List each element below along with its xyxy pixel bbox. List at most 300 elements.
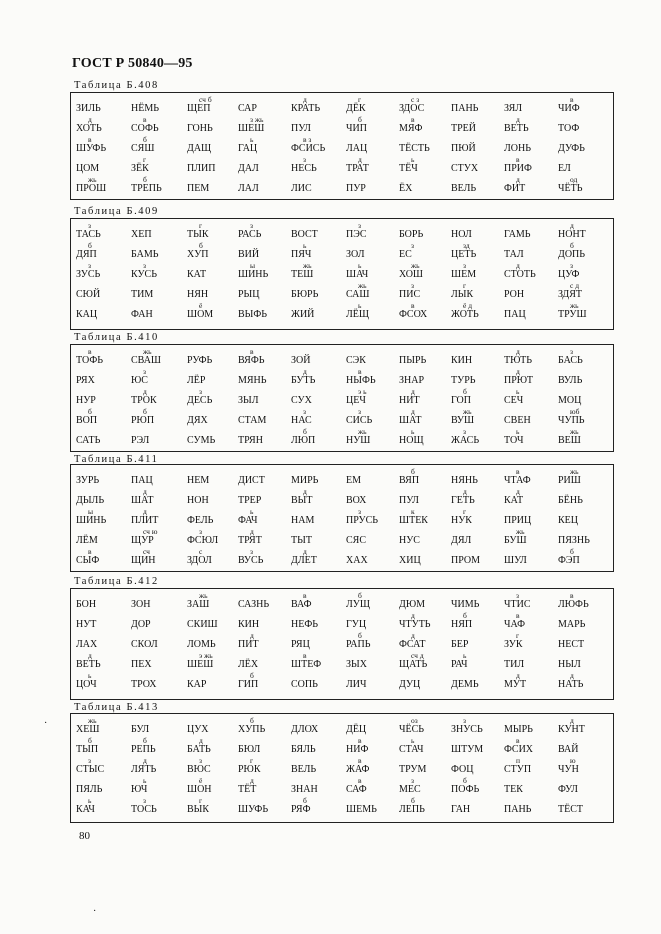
syllable-word: ВЕЛЬ: [451, 183, 477, 194]
substitution-mark: з: [143, 261, 146, 270]
table-cell: [238, 612, 292, 631]
syllable-word: ГАН: [451, 804, 471, 815]
substitution-mark: в: [358, 367, 362, 376]
substitution-mark: з: [199, 527, 202, 536]
table-cell: [291, 302, 345, 321]
substitution-mark: сч б: [199, 95, 212, 104]
syllable-word: ФСОХ: [399, 309, 428, 320]
substitution-mark: ы: [88, 507, 94, 516]
table-cell: [187, 428, 241, 447]
syllable-word: ПИТ: [238, 639, 259, 650]
syllable-word: ЗЁК: [131, 163, 149, 174]
syllable-word: НЫФЬ: [346, 375, 376, 386]
substitution-mark: з: [516, 591, 519, 600]
table-cell: [346, 282, 400, 301]
syllable-word: СКОЛ: [131, 639, 158, 650]
table-cell: [504, 797, 558, 816]
table-cell: [131, 632, 185, 651]
substitution-mark: ь: [358, 261, 362, 270]
syllable-word: СЭК: [346, 355, 366, 366]
syllable-word: ПЭС: [346, 229, 367, 240]
syllable-word: ДУЦ: [399, 679, 421, 690]
syllable-word: ВЫК: [187, 804, 210, 815]
table-cell: [451, 592, 505, 611]
syllable-word: НУС: [399, 535, 420, 546]
table-cell: [558, 368, 612, 387]
table-cell: [131, 96, 185, 115]
substitution-mark: д: [463, 487, 467, 496]
syllable-word: ШУФЬ: [76, 143, 107, 154]
table-cell: [238, 548, 292, 567]
syllable-word: РУФЬ: [187, 355, 213, 366]
syllable-word: РЯФ: [291, 804, 311, 815]
table-cell: [451, 156, 505, 175]
syllable-word: ЦОЧ: [76, 679, 97, 690]
substitution-mark: г: [358, 95, 362, 104]
substitution-mark: жь: [463, 407, 472, 416]
syllable-word: ВЫФЬ: [238, 309, 268, 320]
syllable-word: ТЫК: [187, 229, 209, 240]
table-row: [71, 757, 613, 777]
table-cell: [187, 737, 241, 756]
table-cell: [504, 672, 558, 691]
table-cell: [131, 242, 185, 261]
substitution-mark: в: [143, 115, 147, 124]
table-cell: [558, 777, 612, 796]
table-row: [71, 222, 613, 242]
syllable-word: ФСИХ: [504, 744, 534, 755]
substitution-mark: б: [143, 736, 147, 745]
syllable-word: ЧУН: [558, 764, 579, 775]
table-cell: [346, 222, 400, 241]
table-label: Таблица Б.413: [74, 702, 159, 713]
table-cell: [131, 777, 185, 796]
table-cell: [346, 388, 400, 407]
substitution-mark: ь: [88, 796, 92, 805]
substitution-mark: з жь: [250, 115, 264, 124]
syllable-word: ЗДОС: [399, 103, 425, 114]
syllable-word: СЯС: [346, 535, 367, 546]
syllable-word: ТРЕЙ: [451, 123, 476, 134]
syllable-word: СУМЬ: [187, 435, 216, 446]
table-cell: [291, 156, 345, 175]
substitution-mark: з: [88, 221, 91, 230]
table-cell: [291, 96, 345, 115]
table-row: [71, 737, 613, 757]
table-cell: [131, 408, 185, 427]
substitution-mark: з: [358, 507, 361, 516]
syllable-word: ЛАХ: [76, 639, 98, 650]
word-table: [70, 344, 614, 452]
substitution-mark: в: [303, 591, 307, 600]
table-cell: [399, 777, 453, 796]
substitution-mark: з: [411, 776, 414, 785]
table-cell: [451, 612, 505, 631]
syllable-word: ЗУК: [504, 639, 523, 650]
syllable-word: ВУШ: [451, 415, 475, 426]
table-cell: [558, 176, 612, 195]
table-cell: [504, 116, 558, 135]
substitution-mark: г: [463, 507, 467, 516]
syllable-word: ШЕШ: [238, 123, 265, 134]
syllable-word: МЯФ: [399, 123, 423, 134]
syllable-word: ХЕШ: [76, 724, 100, 735]
substitution-mark: жь: [358, 427, 367, 436]
syllable-word: БУТЬ: [291, 375, 316, 386]
substitution-mark: з: [199, 756, 202, 765]
substitution-mark: д: [411, 611, 415, 620]
syllable-word: ТЕШ: [291, 269, 314, 280]
syllable-word: ТРЯТ: [238, 535, 262, 546]
syllable-word: МОЦ: [558, 395, 582, 406]
syllable-word: НИФ: [346, 744, 369, 755]
table-cell: [558, 488, 612, 507]
table-cell: [76, 408, 130, 427]
substitution-mark: б: [199, 241, 203, 250]
table-cell: [291, 348, 345, 367]
table-cell: [238, 592, 292, 611]
substitution-mark: в: [411, 301, 415, 310]
syllable-word: ЧТАФ: [504, 475, 531, 486]
substitution-mark: сч ю: [143, 527, 158, 536]
table-cell: [399, 348, 453, 367]
syllable-word: СВЕН: [504, 415, 531, 426]
table-cell: [238, 508, 292, 527]
table-cell: [504, 468, 558, 487]
word-table: [70, 588, 614, 700]
substitution-mark: б: [411, 467, 415, 476]
syllable-word: ТЫП: [76, 744, 99, 755]
substitution-mark: з: [88, 756, 91, 765]
table-cell: [346, 797, 400, 816]
table-row: [71, 176, 613, 196]
table-cell: [238, 428, 292, 447]
table-cell: [558, 548, 612, 567]
substitution-mark: г: [199, 221, 203, 230]
syllable-word: НЕСЬ: [291, 163, 317, 174]
table-cell: [187, 488, 241, 507]
table-cell: [187, 408, 241, 427]
table-cell: [346, 592, 400, 611]
table-cell: [504, 548, 558, 567]
table-cell: [238, 116, 292, 135]
table-cell: [187, 242, 241, 261]
substitution-mark: сч д: [411, 651, 424, 660]
table-cell: [504, 176, 558, 195]
syllable-word: ТОЧ: [504, 435, 524, 446]
table-cell: [558, 222, 612, 241]
table-cell: [291, 116, 345, 135]
table-cell: [291, 222, 345, 241]
syllable-word: РОН: [504, 289, 525, 300]
table-cell: [558, 348, 612, 367]
syllable-word: ЗОН: [131, 599, 151, 610]
syllable-word: ЗЫЛ: [238, 395, 259, 406]
table-cell: [504, 222, 558, 241]
syllable-word: ШЕШ: [187, 659, 214, 670]
table-cell: [291, 388, 345, 407]
table-cell: [238, 717, 292, 736]
syllable-word: ПРЮТ: [504, 375, 533, 386]
table-cell: [399, 548, 453, 567]
syllable-word: ДИСТ: [238, 475, 265, 486]
syllable-word: ЗЫХ: [346, 659, 367, 670]
table-cell: [346, 302, 400, 321]
table-cell: [187, 468, 241, 487]
syllable-word: ДУФЬ: [558, 143, 585, 154]
syllable-word: ЗНАР: [399, 375, 425, 386]
syllable-word: ЧАФ: [504, 619, 525, 630]
table-cell: [187, 262, 241, 281]
syllable-word: ВУЛЬ: [558, 375, 583, 386]
syllable-word: ШТУМ: [451, 744, 484, 755]
syllable-word: ЧТИС: [504, 599, 531, 610]
table-cell: [451, 242, 505, 261]
table-cell: [399, 222, 453, 241]
table-cell: [76, 528, 130, 547]
syllable-word: СТАЧ: [399, 744, 424, 755]
syllable-word: БЕР: [451, 639, 469, 650]
table-cell: [399, 388, 453, 407]
table-cell: [451, 388, 505, 407]
table-cell: [76, 176, 130, 195]
syllable-word: ПАЦ: [504, 309, 526, 320]
table-cell: [399, 797, 453, 816]
syllable-word: ЗОЛ: [346, 249, 365, 260]
table-cell: [346, 632, 400, 651]
table-cell: [291, 632, 345, 651]
table-row: [71, 302, 613, 322]
table-cell: [504, 428, 558, 447]
table-cell: [131, 176, 185, 195]
table-cell: [399, 488, 453, 507]
syllable-word: ДЁК: [346, 103, 366, 114]
table-cell: [346, 96, 400, 115]
substitution-mark: п: [516, 756, 521, 765]
syllable-word: ДЮМ: [399, 599, 425, 610]
syllable-word: НЫЛ: [558, 659, 581, 670]
syllable-word: ЛЫК: [451, 289, 474, 300]
substitution-mark: ь: [250, 507, 254, 516]
syllable-word: ГАМЬ: [504, 229, 531, 240]
table-cell: [504, 262, 558, 281]
table-row: [71, 96, 613, 116]
syllable-word: НЯП: [451, 619, 473, 630]
syllable-word: СТУХ: [451, 163, 479, 174]
syllable-word: РИШ: [558, 475, 581, 486]
syllable-word: ФСЮЛ: [187, 535, 219, 546]
substitution-mark: з: [463, 427, 466, 436]
table-cell: [504, 302, 558, 321]
substitution-mark: ь: [88, 671, 92, 680]
table-cell: [451, 632, 505, 651]
syllable-word: ПАЦ: [131, 475, 153, 486]
table-row: [71, 652, 613, 672]
syllable-word: ПЕХ: [131, 659, 152, 670]
substitution-mark: д: [143, 487, 147, 496]
syllable-word: ДЯЛ: [451, 535, 472, 546]
table-cell: [238, 368, 292, 387]
table-cell: [187, 176, 241, 195]
syllable-word: ПРИЦ: [504, 515, 532, 526]
table-cell: [291, 408, 345, 427]
syllable-word: ШУФЬ: [238, 804, 269, 815]
substitution-mark: юб: [570, 407, 580, 416]
table-cell: [238, 488, 292, 507]
substitution-mark: б: [463, 611, 467, 620]
table-cell: [346, 737, 400, 756]
syllable-word: ВЕШ: [558, 435, 581, 446]
syllable-word: КИН: [238, 619, 260, 630]
substitution-mark: жь: [358, 281, 367, 290]
syllable-word: ВЯФЬ: [238, 355, 265, 366]
table-cell: [504, 282, 558, 301]
syllable-word: БЯЛЬ: [291, 744, 316, 755]
syllable-word: ПРОШ: [76, 183, 107, 194]
table-cell: [346, 652, 400, 671]
syllable-word: КАР: [187, 679, 207, 690]
syllable-word: ВАФ: [291, 599, 312, 610]
table-cell: [399, 136, 453, 155]
syllable-word: НИТ: [399, 395, 420, 406]
syllable-word: ДОПЬ: [558, 249, 586, 260]
syllable-word: РАСЬ: [238, 229, 262, 240]
substitution-mark: ь: [411, 155, 415, 164]
table-cell: [76, 488, 130, 507]
syllable-word: ТРОХ: [131, 679, 157, 690]
substitution-mark: з: [250, 547, 253, 556]
syllable-word: ЛЁР: [187, 375, 206, 386]
syllable-word: ПАНЬ: [451, 103, 479, 114]
table-cell: [451, 717, 505, 736]
syllable-word: СОПЬ: [291, 679, 318, 690]
syllable-word: ШЕМЬ: [346, 804, 377, 815]
substitution-mark: д: [570, 716, 574, 725]
syllable-word: ХАХ: [346, 555, 368, 566]
syllable-word: ДЛЕТ: [291, 555, 317, 566]
table-cell: [76, 632, 130, 651]
syllable-word: БАМЬ: [131, 249, 159, 260]
table-cell: [399, 116, 453, 135]
table-cell: [558, 388, 612, 407]
syllable-word: ЗЯЛ: [504, 103, 523, 114]
substitution-mark: ь: [463, 651, 467, 660]
table-cell: [558, 136, 612, 155]
table-cell: [558, 96, 612, 115]
syllable-word: ТАЛ: [504, 249, 524, 260]
syllable-word: БОРЬ: [399, 229, 424, 240]
substitution-mark: б: [570, 547, 574, 556]
substitution-mark: в: [250, 347, 254, 356]
syllable-word: ШАЧ: [346, 269, 369, 280]
table-row: [71, 632, 613, 652]
syllable-word: БАСЬ: [558, 355, 583, 366]
substitution-mark: б: [250, 716, 254, 725]
syllable-word: НЕСТ: [558, 639, 585, 650]
table-cell: [187, 672, 241, 691]
substitution-mark: з: [143, 796, 146, 805]
table-cell: [238, 528, 292, 547]
substitution-mark: жь: [88, 716, 97, 725]
syllable-word: ЛЯТЬ: [131, 764, 157, 775]
table-cell: [131, 156, 185, 175]
table-cell: [238, 136, 292, 155]
table-cell: [238, 797, 292, 816]
table-cell: [187, 136, 241, 155]
substitution-mark: б: [463, 776, 467, 785]
table-cell: [399, 368, 453, 387]
table-cell: [504, 408, 558, 427]
substitution-mark: з: [250, 221, 253, 230]
syllable-word: НОНТ: [558, 229, 586, 240]
syllable-word: ФСИСЬ: [291, 143, 326, 154]
table-cell: [291, 282, 345, 301]
table-cell: [187, 222, 241, 241]
table-cell: [76, 116, 130, 135]
table-cell: [131, 368, 185, 387]
syllable-word: КЕЦ: [558, 515, 578, 526]
table-cell: [346, 348, 400, 367]
syllable-word: ПУР: [346, 183, 366, 194]
syllable-word: САТЬ: [76, 435, 101, 446]
syllable-word: ВОСТ: [291, 229, 318, 240]
table-cell: [131, 388, 185, 407]
table-cell: [451, 222, 505, 241]
table-row: [71, 408, 613, 428]
syllable-word: НАТЬ: [558, 679, 584, 690]
syllable-word: РЫЦ: [238, 289, 260, 300]
substitution-mark: с з: [411, 95, 420, 104]
table-cell: [238, 468, 292, 487]
syllable-word: САР: [238, 103, 257, 114]
substitution-mark: ё: [199, 301, 203, 310]
table-cell: [238, 388, 292, 407]
margin-mark: ·: [93, 906, 97, 917]
syllable-word: ЩЕП: [187, 103, 211, 114]
syllable-word: ФОЦ: [451, 764, 474, 775]
syllable-word: КИН: [451, 355, 473, 366]
substitution-mark: оз: [411, 716, 418, 725]
table-cell: [504, 488, 558, 507]
syllable-word: ЩУР: [131, 535, 154, 546]
table-row: [71, 368, 613, 388]
syllable-word: ШОМ: [187, 309, 214, 320]
table-cell: [399, 408, 453, 427]
substitution-mark: д: [303, 367, 307, 376]
page-number: 80: [79, 830, 90, 842]
syllable-word: ШЕМ: [451, 269, 477, 280]
table-cell: [504, 757, 558, 776]
syllable-word: СТАМ: [238, 415, 267, 426]
syllable-word: БЮЛ: [238, 744, 261, 755]
syllable-word: ТЁЧ: [399, 163, 418, 174]
substitution-mark: б: [250, 671, 254, 680]
syllable-word: ЮС: [131, 375, 148, 386]
substitution-mark: б: [570, 241, 574, 250]
table-cell: [131, 652, 185, 671]
syllable-word: НЯНЬ: [451, 475, 478, 486]
table-cell: [558, 156, 612, 175]
syllable-word: ДЕСЬ: [187, 395, 213, 406]
table-cell: [238, 672, 292, 691]
syllable-word: ВЯП: [399, 475, 420, 486]
substitution-mark: б: [88, 736, 92, 745]
table-row: [71, 672, 613, 692]
syllable-word: ПУЛ: [399, 495, 419, 506]
table-cell: [504, 136, 558, 155]
syllable-word: ЗНУСЬ: [451, 724, 483, 735]
table-cell: [76, 282, 130, 301]
